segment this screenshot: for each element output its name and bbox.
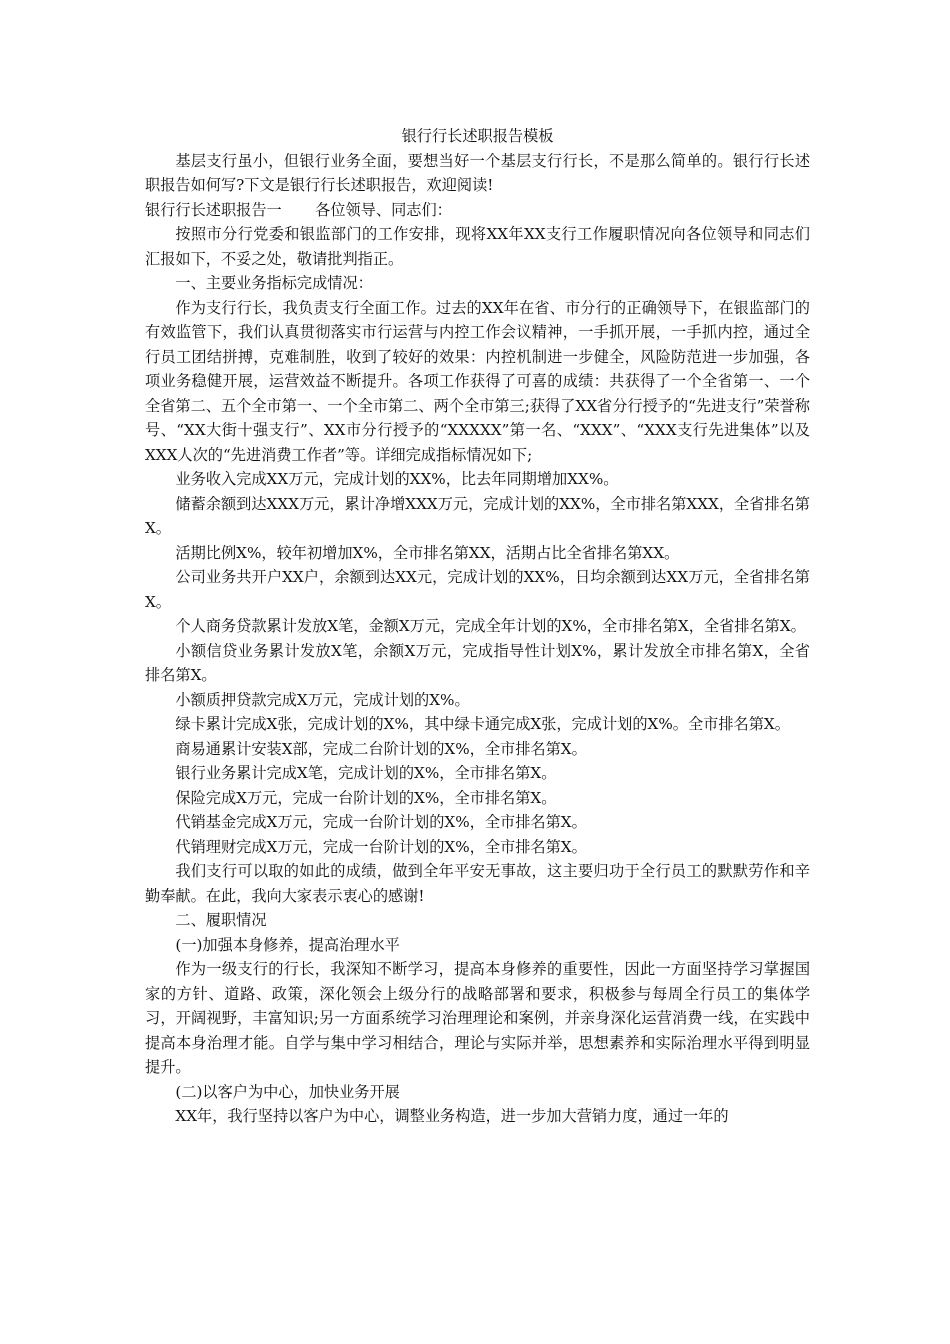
indicator-item: 小额质押贷款完成X万元，完成计划的X%。 [175, 690, 470, 709]
indicator-item: 小额信贷业务累计发放X笔，余额X万元，完成指导性计划X%，累计发放全市排名第X，全省排名第X。 [145, 641, 810, 684]
document-page [145, 124, 810, 1129]
section-heading: 一、主要业务指标完成情况： [175, 274, 373, 292]
body-paragraph: XX年，我行坚持以客户为中心，调整业务构造，进一步加大营销力度，通过一年的 [175, 1107, 729, 1125]
indicator-item: 储蓄余额到达XXX万元，累计净增XXX万元，完成计划的XX%，全市排名第XXX，全省排名第X。 [145, 494, 810, 537]
indicator-item: 绿卡累计完成X张，完成计划的X%，其中绿卡通完成X张，完成计划的X%。全市排名第X。 [175, 715, 790, 733]
indicator-item: 业务收入完成XX万元，完成计划的XX%，比去年同期增加XX%。 [175, 470, 619, 488]
indicator-item: 保险完成X万元，完成一台阶计划的X%，全市排名第X。 [175, 788, 557, 807]
report-label: 银行行长述职报告一 [145, 200, 282, 219]
indicator-item: 公司业务共开户XX户，余额到达XX元，完成计划的XX%，日均余额到达XX万元，全省排名第X。 [145, 568, 810, 611]
report-heading-line [145, 198, 810, 223]
body-paragraph: 我们支行可以取的如此的成绩，做到全年平安无事故，这主要归功于全行员工的默默劳作和辛勤奉献。在此，我向大家表示衷心的感谢! [145, 862, 810, 905]
indicator-item: 银行业务累计完成X笔，完成计划的X%，全市排名第X。 [175, 764, 557, 782]
indicator-item: 活期比例X%，较年初增加X%，全市排名第XX，活期占比全省排名第XX。 [175, 543, 680, 562]
indicator-item: 商易通累计安装X部，完成二台阶计划的X%，全市排名第X。 [175, 739, 587, 758]
body-paragraph: 作为一级支行的行长，我深知不断学习，提高本身修养的重要性，因此一方面坚持学习掌握国家的方针、道路、政策，深化领会上级分行的战略部署和要求，积极参与每周全行员工的集体学习，开阔视野，丰富知识;另一方面系统学习治理理论和案例，并亲身深化运营消费一线，在实践中提高本身治理才能。自学与集中学习相结合，理论与实际并举，思想素养和实际治理水平得到明显提升。 [145, 960, 810, 1076]
subsection-heading: (二)以客户为中心，加快业务开展 [175, 1082, 400, 1101]
body-paragraph: 按照市分行党委和银监部门的工作安排，现将XX年XX支行工作履职情况向各位领导和同志们汇报如下，不妥之处，敬请批判指正。 [145, 225, 810, 268]
salutation: 各位领导、同志们： [315, 200, 452, 219]
indicator-item: 个人商务贷款累计发放X笔，金额X万元，完成全年计划的X%，全市排名第X，全省排名第X。 [175, 617, 806, 635]
indicator-item: 代销基金完成X万元，完成一台阶计划的X%，全市排名第X。 [175, 813, 587, 831]
indicator-item: 代销理财完成X万元，完成一台阶计划的X%，全市排名第X。 [175, 837, 587, 856]
document-title: 银行行长述职报告模板 [401, 127, 554, 145]
intro-paragraph: 基层支行虽小，但银行业务全面，要想当好一个基层支行行长，不是那么简单的。银行行长述职报告如何写?下文是银行行长述职报告，欢迎阅读! [145, 151, 810, 194]
subsection-heading: (一)加强本身修养，提高治理水平 [175, 935, 400, 954]
body-paragraph: 作为支行行长，我负责支行全面工作。过去的XX年在省、市分行的正确领导下，在银监部门的有效监管下，我们认真贯彻落实市行运营与内控工作会议精神，一手抓开展，一手抓内控，通过全行员工团结拼搏，克难制胜，收到了较好的效果：内控机制进一步健全，风险防范进一步加强，各项业务稳健开展，运营效益不断提升。各项工作获得了可喜的成绩：共获得了一个全省第一、一个全省第二、五个全市第一、一个全市第二、两个全市第三;获得了XX省分行授予的“先进支行”荣誉称号、“XX大街十强支行”、XX市分行授予的“XXXXX”第一名、“XXX”、“XXX支行先进集体”以及XXX人次的“先进消费工作者”等。详细完成指标情况如下; [145, 298, 810, 464]
section-heading: 二、履职情况 [175, 911, 267, 929]
